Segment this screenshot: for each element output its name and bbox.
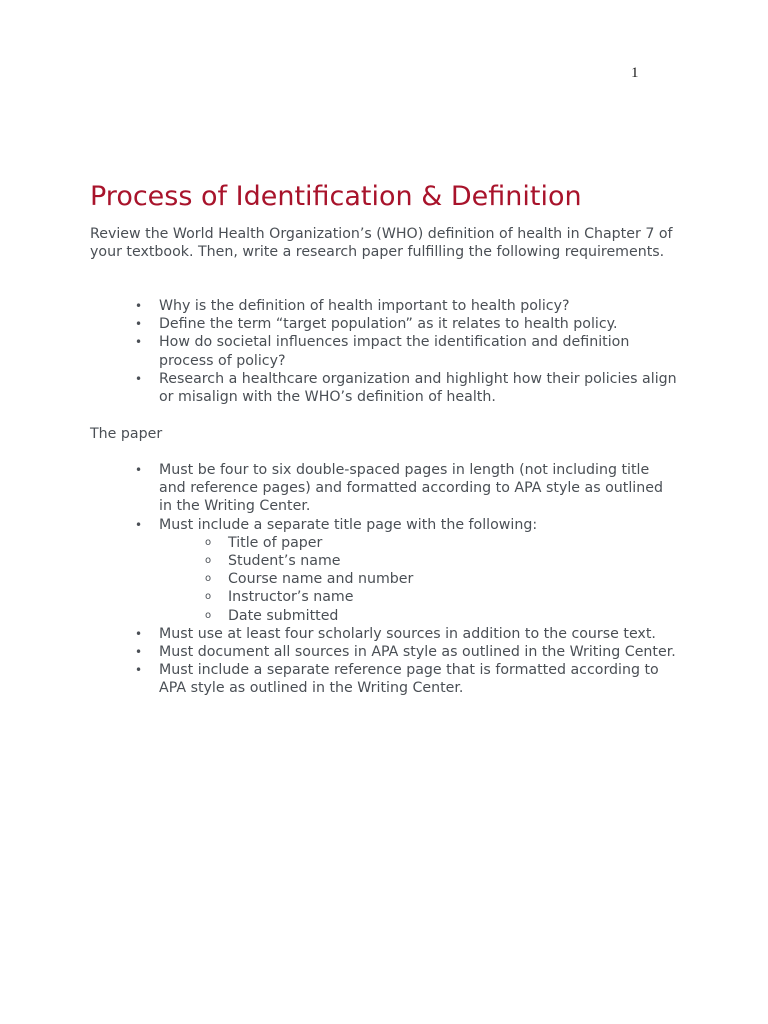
list-item-text: Must be four to six double-spaced pages in length (not including title and reference pages) and formatted according to APA style as outlined in the Writing Center. — [159, 462, 663, 515]
sub-list-item-text: Title of paper — [228, 534, 323, 551]
sub-bullet-icon: o — [205, 591, 212, 603]
bullet-icon: • — [135, 317, 143, 332]
bullet-icon: • — [135, 463, 143, 477]
list-item — [90, 643, 679, 661]
list-item — [90, 516, 679, 534]
list-item-text: Must include a separate reference page that is formatted according to APA style as outlined in the Writing Center. — [159, 662, 659, 697]
list-item-text: How do societal influences impact the identification and definition process of policy? — [159, 334, 630, 369]
sub-list-item — [90, 570, 690, 588]
page-number: 1 — [631, 65, 639, 81]
list-item-text: Define the term “target population” as it relates to health policy. — [159, 316, 618, 333]
document-title: Process of Identification & Definition — [90, 181, 582, 212]
bullet-icon: • — [135, 299, 143, 313]
list-item-text: Research a healthcare organization and highlight how their policies align or misalign with the WHO’s definition of health. — [159, 370, 677, 406]
bullet-icon: • — [135, 517, 143, 532]
sub-list-item-text: Instructor’s name — [228, 589, 354, 606]
sub-list-item-text: Course name and number — [228, 571, 414, 588]
bullet-icon: • — [135, 626, 143, 641]
sub-bullet-icon: o — [205, 555, 212, 567]
intro-paragraph: Review the World Health Organization’s (WHO) definition of health in Chapter 7 of your textbook. Then, write a research paper fulfilling the following requirements. — [90, 226, 673, 261]
bullet-icon: • — [135, 645, 143, 660]
question-list — [90, 297, 690, 406]
list-item — [90, 461, 679, 516]
list-item — [90, 297, 679, 315]
bullet-icon: • — [135, 335, 143, 350]
bullet-icon: • — [135, 371, 143, 386]
sub-list-item — [90, 588, 690, 606]
list-item-text: Must use at least four scholarly sources in addition to the course text. — [159, 625, 656, 642]
list-item — [90, 333, 679, 369]
sub-list-item — [90, 607, 690, 625]
sub-bullet-icon: o — [205, 536, 212, 548]
paper-label: The paper — [90, 426, 163, 442]
bullet-icon: • — [135, 663, 143, 678]
list-item-text: Must include a separate title page with the following: — [159, 516, 538, 533]
list-item-text: Must document all sources in APA style as outlined in the Writing Center. — [159, 644, 676, 661]
sub-list-item-text: Student’s name — [228, 553, 341, 570]
sub-list-item — [90, 552, 690, 570]
list-item-text: Why is the definition of health important to health policy? — [159, 298, 570, 314]
list-item — [90, 625, 679, 643]
requirements-list — [90, 461, 690, 698]
list-item — [90, 661, 679, 697]
list-item — [90, 315, 679, 333]
sub-bullet-icon: o — [205, 609, 212, 621]
sub-list-item — [90, 534, 690, 552]
list-item — [90, 370, 679, 406]
sub-list-item-text: Date submitted — [228, 607, 339, 624]
sub-bullet-icon: o — [205, 573, 212, 585]
